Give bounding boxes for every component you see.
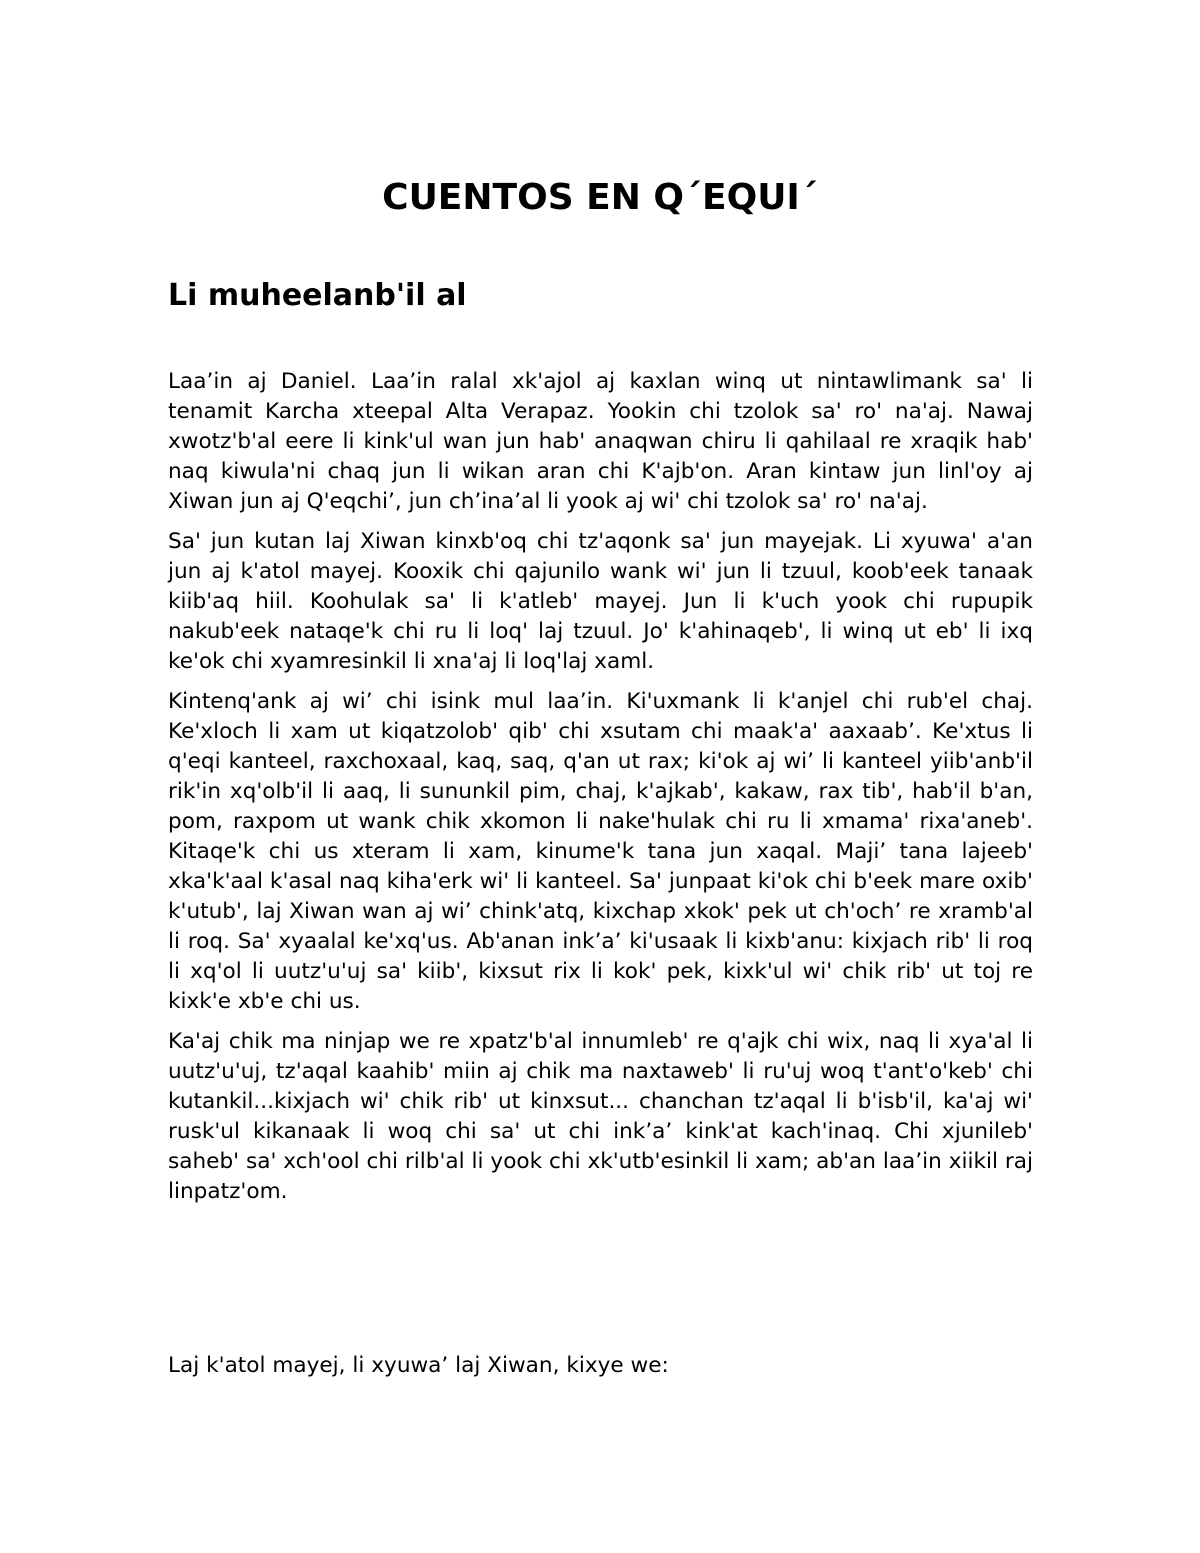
document-title: CUENTOS EN Q´EQUI´ (382, 177, 818, 218)
paragraph-2: Sa' jun kutan laj Xiwan kinxb'oq chi tz'aqonk sa' jun mayejak. Li xyuwa' a'an jun aj k'atol mayej. Kooxik chi qajunilo wank wi' jun li tzuul, koob'eek tanaak kiib'aq hiil. Koohulak sa' li k'atleb' mayej. Jun li k'uch yook chi rupupik nakub'eek nataqe'k chi ru li loq' laj tzuul. Jo' k'ahinaqeb', li winq ut eb' li ixq ke'ok chi xyamresinkil li xna'aj li loq'laj xaml. (168, 529, 1033, 674)
paragraph-4: Ka'aj chik ma ninjap we re xpatz'b'al innumleb' re q'ajk chi wix, naq li xya'al li uutz'u'uj, tz'aqal kaahib' miin aj chik ma naxtaweb' li ru'uj woq t'ant'o'keb' chi kutankil...kixjach wi' chik rib' ut kinxsut... chanchan tz'aqal li b'isb'il, ka'aj wi' rusk'ul kikanaak li woq chi sa' ut chi ink’a’ kink'at kach'inaq. Chi xjunileb' saheb' sa' xch'ool chi rilb'al li yook chi xk'utb'esinkil li xam; ab'an laa’in xiikil raj linpatz'om. (168, 1029, 1033, 1204)
story-body (168, 367, 1033, 1217)
paragraph-1: Laa’in aj Daniel. Laa’in ralal xk'ajol aj kaxlan winq ut nintawlimank sa' li tenamit Karcha xteepal Alta Verapaz. Yookin chi tzolok sa' ro' na'aj. Nawaj xwotz'b'al eere li kink'ul wan jun hab' anaqwan chiru li qahilaal re xraqik hab' naq kiwula'ni chaq jun li wikan aran chi K'ajb'on. Aran kintaw jun linl'oy aj Xiwan jun aj Q'eqchi’, jun ch’ina’al li yook aj wi' chi tzolok sa' ro' na'aj. (168, 369, 1033, 514)
closing-line: Laj k'atol mayej, li xyuwa’ laj Xiwan, kixye we: (168, 1353, 669, 1378)
paragraph-3: Kintenq'ank aj wi’ chi isink mul laa’in. Ki'uxmank li k'anjel chi rub'el chaj. Ke'xloch li xam ut kiqatzolob' qib' chi xsutam chi maak'a' aaxaab’. Ke'xtus li q'eqi kanteel, raxchoxaal, kaq, saq, q'an ut rax; ki'ok aj wi’ li kanteel yiib'anb'il rik'in xq'olb'il li aaq, li sununkil pim, chaj, k'ajkab', kakaw, rax tib', hab'il b'an, pom, raxpom ut wank chik xkomon li nake'hulak chi ru li xmama' rixa'aneb'. Kitaqe'k chi us xteram li xam, kinume'k tana jun xaqal. Maji’ tana lajeeb' xka'k'aal k'asal naq kiha'erk wi' li kanteel. Sa' junpaat ki'ok chi b'eek mare oxib' k'utub', laj Xiwan wan aj wi’ chink'atq, kixchap xkok' pek ut ch'och’ re xramb'al li roq. Sa' xyaalal ke'xq'us. Ab'anan ink’a’ ki'usaak li kixb'anu: kixjach rib' li roq li xq'ol li uutz'u'uj sa' kiib', kixsut rix li kok' pek, kixk'ul wi' chik rib' ut toj re kixk'e xb'e chi us. (168, 689, 1033, 1014)
section-heading: Li muheelanb'il al (168, 278, 467, 313)
